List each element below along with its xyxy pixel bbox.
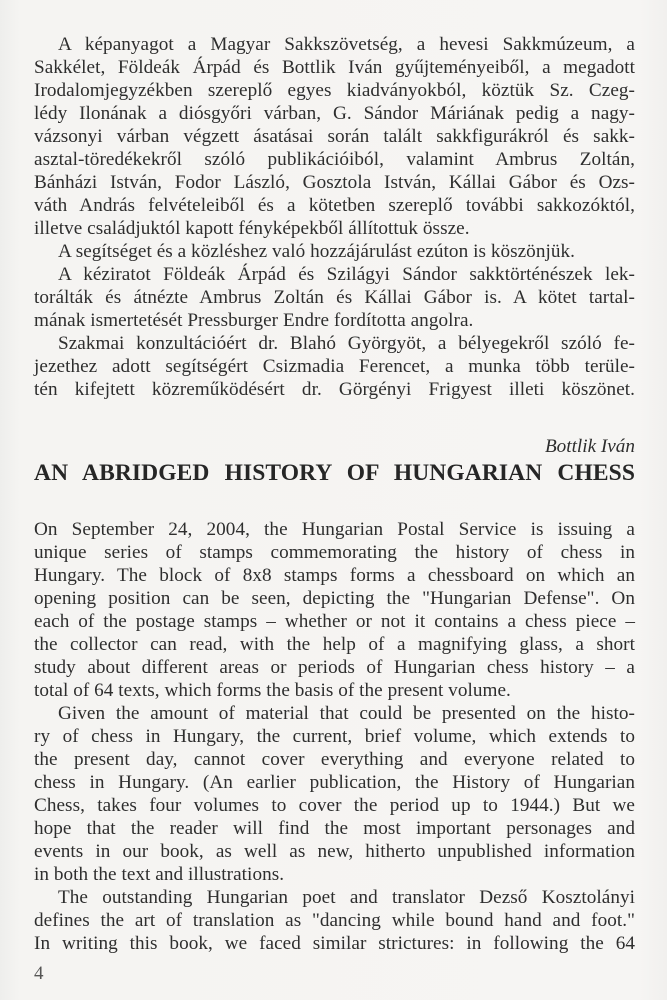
text-line: Chess, takes four volumes to cover the period up to 1944.) But we: [34, 795, 635, 816]
text-line: tén kifejtett közreműködésért dr. Görgényi Frigyest illeti köszönet.: [34, 379, 635, 400]
text-line: A képanyagot a Magyar Sakkszövetség, a hevesi Sakkmúzeum, a: [58, 34, 635, 55]
text-line: defines the art of translation as "dancing while bound hand and foot.": [34, 910, 635, 931]
author-signature: Bottlik Iván: [544, 436, 635, 457]
text-line: jezethez adott segítségért Csizmadia Ferencet, a munka több terüle-: [34, 356, 635, 377]
text-line: opening position can be seen, depicting the "Hungarian Defense". On: [34, 588, 635, 609]
text-line: the present day, cannot cover everything and everyone related to: [34, 749, 635, 770]
text-line: hope that the reader will find the most important personages and: [34, 818, 635, 839]
text-line: study about different areas or periods of Hungarian chess history – a: [34, 657, 635, 678]
text-line: In writing this book, we faced similar strictures: in following the 64: [34, 933, 635, 954]
text-line: vázsonyi várban végzett ásatásai során talált sakkfigurákról és sakk-: [34, 126, 635, 147]
text-line: Sakkélet, Földeák Árpád és Bottlik Iván gyűjteményeiből, a megadott: [34, 57, 635, 78]
text-line: in both the text and illustrations.: [34, 864, 285, 885]
text-line: A kéziratot Földeák Árpád és Szilágyi Sándor sakktörténészek lek-: [58, 264, 635, 285]
text-line: Irodalomjegyzékben szereplő egyes kiadványokból, köztük Sz. Czeg-: [34, 80, 635, 101]
text-line: torálták és átnézte Ambrus Zoltán és Kállai Gábor is. A kötet tartal-: [34, 287, 635, 308]
text-line: each of the postage stamps – whether or not it contains a chess piece –: [34, 611, 635, 632]
text-line: ry of chess in Hungary, the current, brief volume, which extends to: [34, 726, 635, 747]
text-line: lédy Ilonának a diósgyőri várban, G. Sándor Máriának pedig a nagy-: [34, 103, 635, 124]
text-line: chess in Hungary. (An earlier publication, the History of Hungarian: [34, 772, 635, 793]
text-line: Bánházi István, Fodor László, Gosztola István, Kállai Gábor és Ozs-: [34, 172, 635, 193]
text-line: unique series of stamps commemorating the history of chess in: [34, 542, 635, 563]
text-line: the collector can read, with the help of a magnifying glass, a short: [34, 634, 635, 655]
text-line: events in our book, as well as new, hitherto unpublished information: [34, 841, 635, 862]
text-line: On September 24, 2004, the Hungarian Postal Service is issuing a: [34, 519, 635, 540]
text-line: A segítséget és a közléshez való hozzájárulást ezúton is köszönjük.: [58, 241, 575, 262]
text-line: illetve családjuktól kapott fényképekből állítottuk össze.: [34, 218, 470, 239]
page-number: 4: [34, 963, 44, 984]
text-line: Given the amount of material that could be presented on the histo-: [58, 703, 635, 724]
text-line: Hungary. The block of 8x8 stamps forms a chessboard on which an: [34, 565, 635, 586]
text-line: The outstanding Hungarian poet and translator Dezső Kosztolányi: [58, 887, 635, 908]
section-heading: AN ABRIDGED HISTORY OF HUNGARIAN CHESS: [34, 460, 635, 486]
text-line: mának ismertetését Pressburger Endre fordította angolra.: [34, 310, 474, 331]
text-line: váth András felvételeiből és a kötetben szereplő további sakkozóktól,: [34, 195, 635, 216]
text-line: total of 64 texts, which forms the basis of the present volume.: [34, 680, 511, 701]
text-line: asztal-töredékekről szóló publikációiból, valamint Ambrus Zoltán,: [34, 149, 635, 170]
text-line: Szakmai konzultációért dr. Blahó Györgyöt, a bélyegekről szóló fe-: [58, 333, 635, 354]
